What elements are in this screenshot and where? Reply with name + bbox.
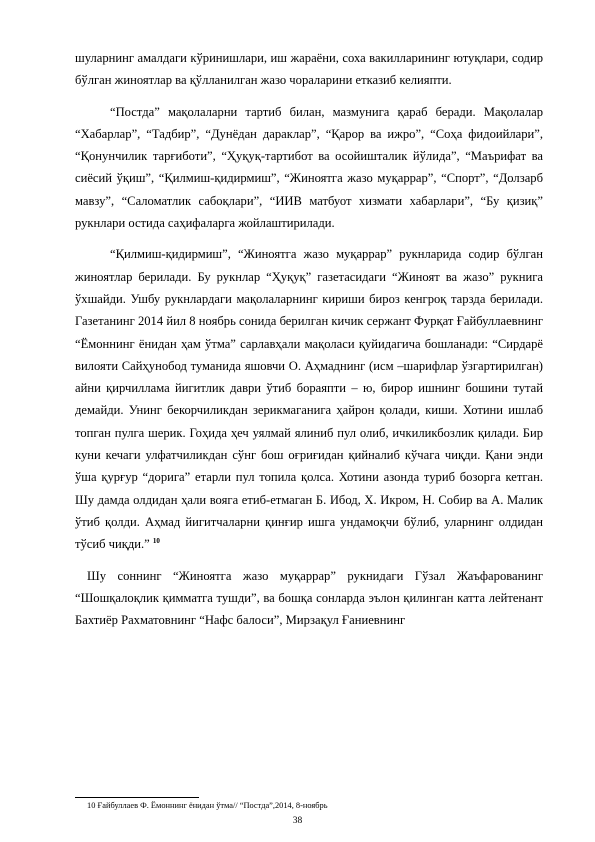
paragraph-3-text: “Қилмиш-қидирмиш”, “Жиноятга жазо муқаррар” рукнларида содир бўлган жиноятлар берилади. Бу рукнлар “Ҳуқуқ” газетасидаги “Жиноят ва жазо” рукнига ўхшайди. Ушбу рукнлардаги мақолаларнинг кириши бироз кенгроқ тарзда берилади. Газетанинг 2014 йил 8 ноябрь сонида берилган кичик сержант Фурқат Ғайбуллаевнинг “Ёмоннинг ёнидан ҳам ўтма” сарлавҳали мақоласи қуйидагича бошланади: “Сирдарё вилояти Сайҳунобод туманида яшовчи О. Аҳмаднинг (исм –шарифлар ўзгартирилган) айни қирчиллама йигитлик даври ўтиб бораяпти – ю, бирор ишнинг бошини тутай демайди. Унинг бекорчиликдан зерикмаганига ҳайрон қолади, киши. Хотини ишлаб топган пулга шерик. Гоҳида ҳеч уялмай ялиниб пул олиб, ичкиликбозлик қилади. Бир куни кечаги улфатчиликдан сўнг бош оғриғидан қийналиб кўчага чиқди. Қани энди ўша қурғур “дорига” етарли пул топила қолса. Хотини азонда туриб бозорга кетган. Шу дамда олдидан ҳали вояга етиб-етмаган Б. Ибод, Х. Икром, Н. Собир ва А. Малик ўтиб қолди. Аҳмад йигитчаларни қинғир ишга ундамоқчи бўлиб, уларнинг олдидан тўсиб чиқди.”: [75, 247, 543, 552]
footnote-reference: 10: [152, 537, 160, 546]
footnote: 10 Ғайбуллаев Ф. Ёмоннинг ёнидан ўтма// “Постда”,2014, 8-ноябрь: [87, 801, 328, 810]
footnote-separator: [75, 797, 199, 798]
paragraph-4: Шу соннинг “Жиноятга жазо муқаррар” рукнидаги Гўзал Жаъфарованинг “Шошқалоқлик қимматга тушди”, ва бошқа сонларда эълон қилинган катта лейтенант Бахтиёр Рахматовнинг “Нафс балоси”, Мирзақул Ғаниевнинг: [75, 568, 543, 628]
paragraph-1: шуларнинг амалдаги кўринишлари, иш жараёни, соха вакилларининг ютуқлари, содир бўлган жиноятлар ва қўлланилган жазо чораларини етказиб келияпти.: [75, 51, 543, 88]
page-body: [75, 47, 543, 631]
paragraph-3: [75, 243, 543, 555]
paragraph-2: “Постда” мақолаларни тартиб билан, мазмунига қараб беради. Мақолалар “Хабарлар”, “Тадбир”, “Дунёдан дараклар”, “Қарор ва ижро”, “Соҳа фидоийлари”, “Қонунчилик тарғиботи”, “Ҳуқуқ-тартибот ва осойишталик йўлида”, “Маърифат ва сиёсий ўқиш”, “Қилмиш-қидирмиш”, “Жиноятга жазо муқаррар”, “Спорт”, “Долзарб мавзу”, “Саломатлик сабоқлари”, “ИИВ матбуот хизмати хабарлари”, “Бу қизиқ” рукнлари остида саҳифаларга жойлаштирилади.: [75, 104, 543, 231]
page-number: 38: [292, 816, 303, 826]
